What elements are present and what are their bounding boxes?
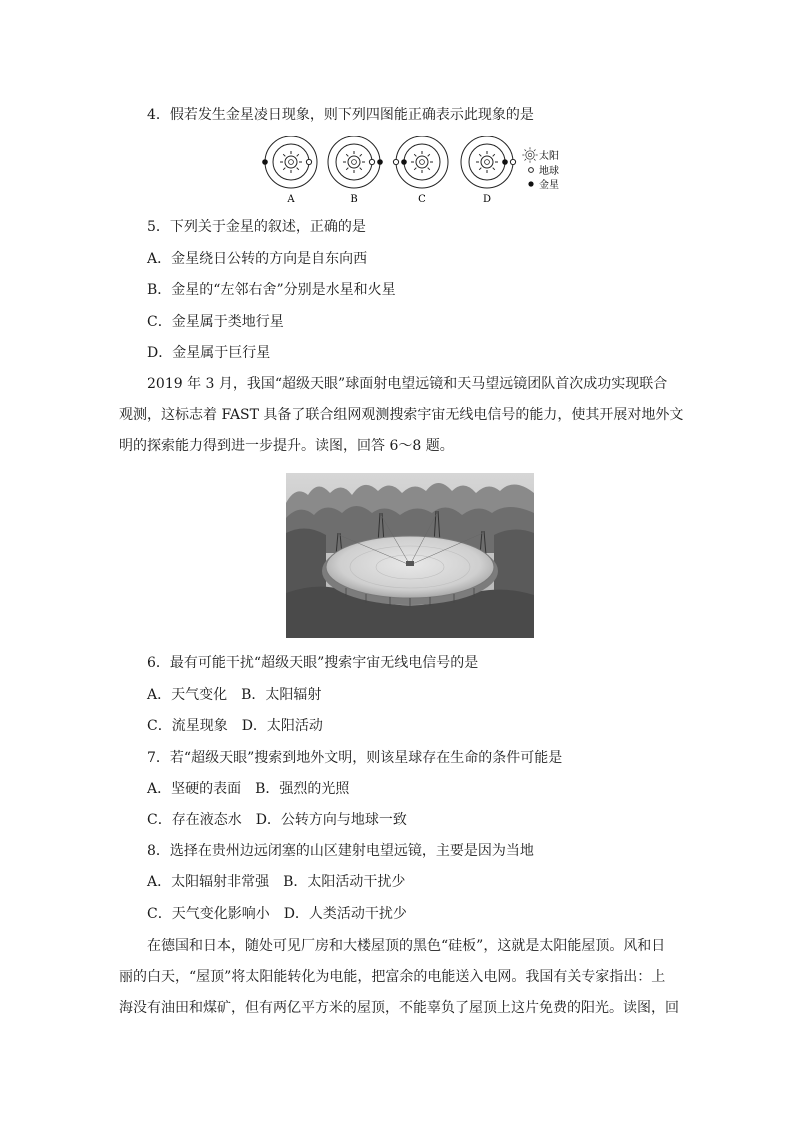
passage1-line-1: 2019 年 3 月，我国“超级天眼”球面射电望远镜和天马望远镜团队首次成功实现联合 bbox=[147, 376, 668, 392]
venus-dot-icon bbox=[401, 159, 407, 165]
q8-options-row-1: A．太阳辐射非常强 B．太阳活动干扰少 bbox=[147, 874, 406, 890]
earth-dot-icon bbox=[369, 159, 374, 164]
q8-options-row-2: C．天气变化影响小 D．人类活动干扰少 bbox=[147, 906, 407, 922]
label-d: D bbox=[482, 194, 492, 205]
question-5: 5．下列关于金星的叙述，正确的是 bbox=[147, 219, 366, 235]
question-6: 6．最有可能干扰“超级天眼”搜索宇宙无线电信号的是 bbox=[147, 655, 479, 671]
fast-telescope-photo bbox=[286, 473, 534, 638]
legend-venus: 金星 bbox=[539, 180, 559, 191]
orbit-diagram-d bbox=[461, 136, 516, 188]
venus-dot-icon bbox=[262, 159, 268, 165]
legend-sun: 太阳 bbox=[539, 151, 559, 162]
venus-dot-icon bbox=[377, 159, 383, 165]
q7-options-row-1: A．坚硬的表面 B．强烈的光照 bbox=[147, 781, 350, 797]
orbit-diagram-c bbox=[393, 136, 448, 188]
orbit-diagram-b bbox=[328, 136, 383, 188]
earth-dot-icon bbox=[529, 168, 534, 173]
passage1-line-3: 明的探索能力得到进一步提升。读图，回答 6～8 题。 bbox=[119, 438, 454, 454]
q5-option-a: A．金星绕日公转的方向是自东向西 bbox=[147, 251, 368, 267]
label-c: C bbox=[418, 194, 426, 205]
earth-dot-icon bbox=[393, 159, 398, 164]
question-4: 4．假若发生金星凌日现象，则下列四图能正确表示此现象的是 bbox=[147, 107, 534, 123]
passage2-line-1: 在德国和日本，随处可见厂房和大楼屋顶的黑色“硅板”，这就是太阳能屋顶。风和日 bbox=[147, 938, 666, 954]
question-7: 7．若“超级天眼”搜索到地外文明，则该星球存在生命的条件可能是 bbox=[147, 750, 563, 766]
q6-options-row-2: C．流星现象 D．太阳活动 bbox=[147, 718, 323, 734]
orbit-diagram-a bbox=[262, 136, 317, 188]
legend bbox=[522, 147, 559, 191]
label-a: A bbox=[287, 194, 295, 205]
passage2-line-2: 丽的白天，“屋顶”将太阳能转化为电能，把富余的电能送入电网。我国有关专家指出：上 bbox=[119, 969, 666, 985]
passage1-line-2: 观测，这标志着 FAST 具备了联合组网观测搜索宇宙无线电信号的能力，使其开展对地外文 bbox=[119, 407, 684, 423]
venus-dot-icon bbox=[502, 159, 508, 165]
sun-icon bbox=[522, 147, 537, 162]
passage2-line-3: 海没有油田和煤矿，但有两亿平方米的屋顶，不能辜负了屋顶上这片免费的阳光。读图，回 bbox=[119, 1000, 679, 1016]
q5-option-c: C．金星属于类地行星 bbox=[147, 314, 284, 330]
q7-options-row-2: C．存在液态水 D．公转方向与地球一致 bbox=[147, 812, 407, 828]
legend-earth: 地球 bbox=[539, 166, 559, 177]
question-8: 8．选择在贵州边远闭塞的山区建射电望远镜，主要是因为当地 bbox=[147, 843, 534, 859]
label-b: B bbox=[350, 194, 358, 205]
earth-dot-icon bbox=[306, 159, 311, 164]
venus-dot-icon bbox=[528, 181, 533, 186]
earth-dot-icon bbox=[510, 159, 515, 164]
venus-transit-figure bbox=[258, 136, 568, 208]
q5-option-b: B．金星的“左邻右舍”分别是水星和火星 bbox=[147, 282, 396, 298]
q6-options-row-1: A．天气变化 B．太阳辐射 bbox=[147, 687, 322, 703]
q5-option-d: D．金星属于巨行星 bbox=[147, 345, 271, 361]
